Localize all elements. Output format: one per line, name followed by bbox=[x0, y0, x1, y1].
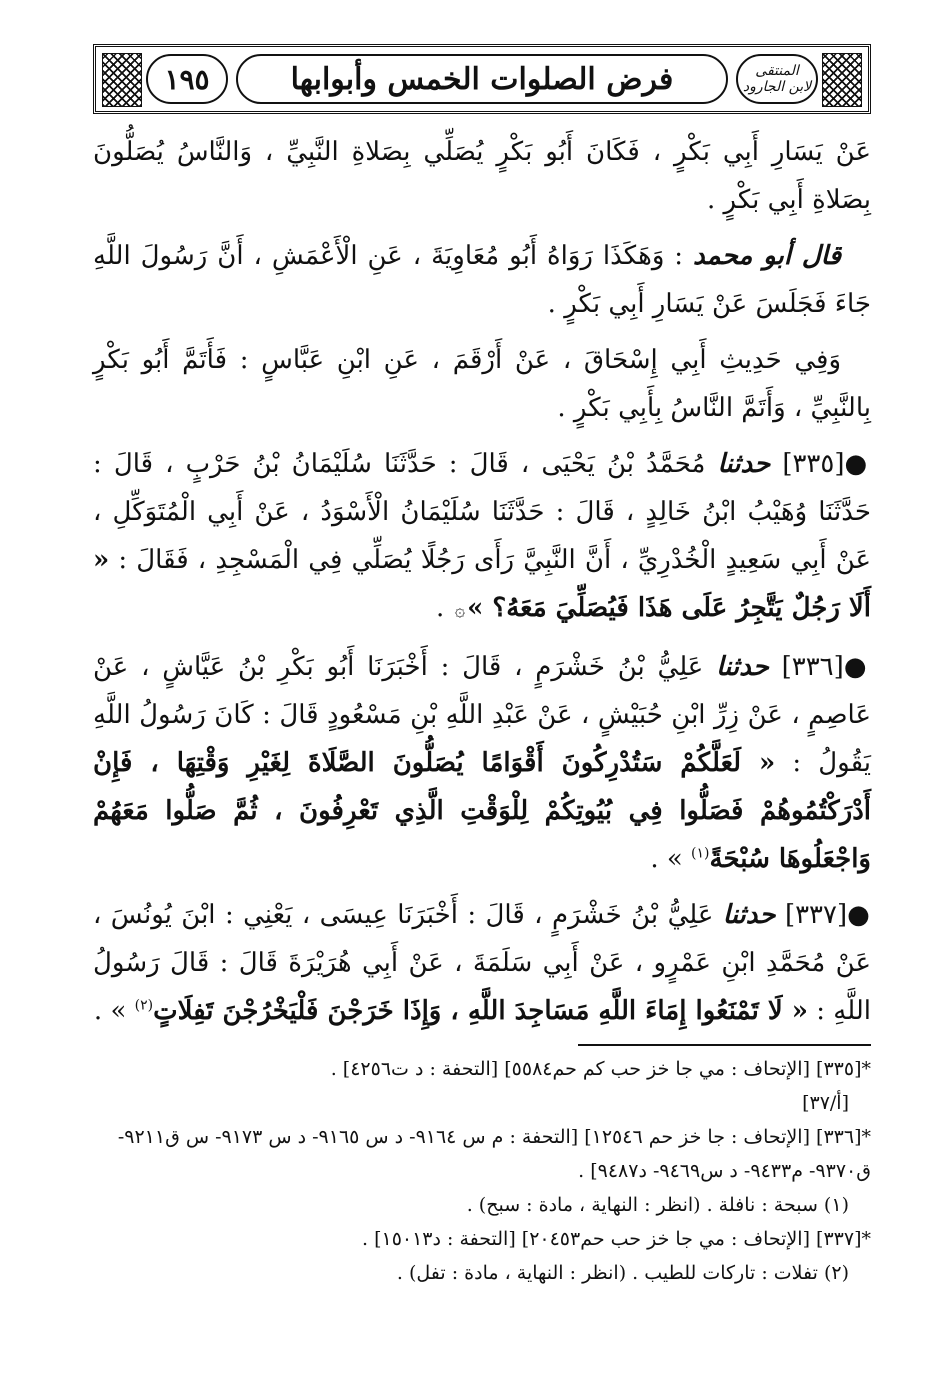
hadith-337-lead: حدثنا bbox=[722, 900, 776, 930]
paragraph-1: عَنْ يَسَارِ أَبِي بَكْرٍ ، فَكَانَ أَبُو بَكْرٍ يُصَلِّي بِصَلاةِ النَّبِيِّ ، وَالنَّاسُ يُصَلُّونَ بِصَلاةِ أَبِي بَكْرٍ . bbox=[93, 137, 871, 215]
hadith-336-lead: حدثنا bbox=[716, 652, 769, 682]
badge-line-2: لابن الجارود bbox=[742, 79, 812, 95]
footnote-ref-2[interactable]: (٢) bbox=[134, 997, 154, 1014]
footnote-335-refs: *[٣٣٥] [الإتحاف : مي جا خز حب كم حم٥٥٨٤] [التحفة : د ت٤٢٥٦] . bbox=[330, 1058, 871, 1080]
footnote-ref-1[interactable]: (١) bbox=[691, 845, 710, 862]
ornament-left-icon bbox=[102, 53, 142, 107]
badge-line-1: المنتقى bbox=[755, 63, 799, 79]
footnotes bbox=[93, 1052, 871, 1290]
paragraph-2 bbox=[93, 232, 871, 328]
hadith-336-number: [٣٣٦] bbox=[781, 652, 844, 682]
bullet-dot-icon: ● bbox=[843, 652, 871, 682]
footnote-1: (١) سبحة : نافلة . (انظر : النهاية ، مادة : سبح) . bbox=[466, 1194, 849, 1216]
bullet-dot-icon: ● bbox=[844, 449, 872, 479]
footnote-337-refs: *[٣٣٧] [الإتحاف : مي جا خز حب حم٢٠٤٥٣] [التحفة : د١٥٠١٣] . bbox=[361, 1228, 871, 1250]
paragraph-3: وَفِي حَدِيثِ أَبِي إِسْحَاقَ ، عَنْ أَرْقَمَ ، عَنِ ابْنِ عَبَّاسٍ : فَأَتَمَّ أَبُو بَكْرٍ بِالنَّبِيِّ ، وَأَتَمَّ النَّاسُ بِأَبِي بَكْرٍ . bbox=[93, 345, 871, 423]
hadith-337 bbox=[93, 891, 871, 1035]
main-text bbox=[93, 128, 871, 1035]
chapter-title: فرض الصلوات الخمس وأبوابها bbox=[236, 54, 728, 104]
hadith-335-number: [٣٣٥] bbox=[782, 449, 845, 479]
hadith-336-close: » . bbox=[650, 844, 683, 874]
hadith-336 bbox=[93, 643, 871, 883]
hadith-336-quote: « لَعَلَّكُمْ سَتُدْرِكُونَ أَقْوَامًا يُصَلُّونَ الصَّلَاةَ لِغَيْرِ وَقْتِهَا ، فَإِنْ أَدْرَكْتُمُوهُمْ فَصَلُّوا فِي بُيُوتِكُمْ لِلْوَقْتِ الَّذِي تَعْرِفُونَ ، ثُمَّ صَلُّوا مَعَهُمْ وَاجْعَلُوهَا سُبْحَةً bbox=[93, 748, 871, 874]
footnote-336-refs: *[٣٣٦] [الإتحاف : جا خز حم ١٢٥٤٦] [التحفة : م س ٩١٦٤- د س ٩١٦٥- د س ٩١٧٣- س ق٩٢١١- ق٩٣٧٠- م٩٤٣٣- د س٩٤٦٩- د٩٤٨٧] . bbox=[117, 1126, 871, 1182]
hadith-337-text: عَلِيُّ بْنُ خَشْرَمٍ ، قَالَ : أَخْبَرَنَا عِيسَى ، يَعْنِي : ابْنَ يُونُسَ ، عَنْ مُحَمَّدِ ابْنِ عَمْرٍو ، عَنْ أَبِي سَلَمَةَ ، عَنْ أَبِي هُرَيْرَةَ قَالَ : قَالَ رَسُولُ اللَّهِ : bbox=[93, 900, 871, 1026]
paragraph-2-text: : وَهَكَذَا رَوَاهُ أَبُو مُعَاوِيَةَ ، عَنِ الْأَعْمَشِ ، أَنَّ رَسُولَ اللَّهِ جَاءَ فَجَلَسَ عَنْ يَسَارِ أَبِي بَكْرٍ . bbox=[93, 241, 871, 319]
hadith-337-number: [٣٣٧] bbox=[784, 900, 848, 930]
book-badge bbox=[736, 54, 818, 104]
hadith-335-lead: حدثنا bbox=[717, 449, 771, 479]
page-header bbox=[93, 44, 871, 114]
hadith-337-close: » . bbox=[93, 996, 127, 1026]
hadith-337-quote: « لَا تَمْنَعُوا إِمَاءَ اللَّهِ مَسَاجِدَ اللَّهِ ، وَإِذَا خَرَجْنَ فَلْيَخْرُجْنَ تَفِلَاتٍ bbox=[153, 996, 809, 1026]
footnote-2: (٢) تفلات : تاركات للطيب . (انظر : النهاية ، مادة : تفل) . bbox=[396, 1262, 849, 1284]
footnote-divider bbox=[578, 1044, 871, 1046]
hadith-335: ●[٣٣٥] حدثنا مُحَمَّدُ بْنُ يَحْيَى ، قَالَ : حَدَّثَنَا سُلَيْمَانُ بْنُ حَرْبٍ ، قَالَ : حَدَّثَنَا وُهَيْبُ ابْنُ خَالِدٍ ، قَالَ : حَدَّثَنَا سُلَيْمَانُ الْأَسْوَدُ ، عَنْ أَبِي الْمُتَوَكِّلِ ، عَنْ أَبِي سَعِيدٍ الْخُدْرِيِّ ، أَنَّ النَّبِيَّ رَأَى رَجُلًا يُصَلِّي فِي الْمَسْجِدِ ، فَقَالَ : « أَلَا رَجُلٌ يَتَّجِرُ عَلَى هَذَا فَيُصَلِّيَ مَعَهُ؟ »۞ . bbox=[93, 449, 872, 623]
manuscript-folio: [أ/٣٧] bbox=[802, 1092, 849, 1114]
paragraph-2-lead: قال أبو محمد bbox=[693, 241, 842, 271]
manuscript-mark-icon: ۞ bbox=[454, 600, 466, 621]
ornament-right-icon bbox=[822, 53, 862, 107]
bullet-dot-icon: ● bbox=[847, 900, 871, 930]
page-number: ١٩٥ bbox=[146, 54, 228, 104]
hadith-336-text: عَلِيُّ بْنُ خَشْرَمٍ ، قَالَ : أَخْبَرَنَا أَبُو بَكْرِ بْنُ عَيَّاشٍ ، عَنْ عَاصِمٍ ، عَنْ زِرِّ ابْنِ حُبَيْشٍ ، عَنْ عَبْدِ اللَّهِ بْنِ مَسْعُودٍ قَالَ : كَانَ رَسُولُ اللَّهِ يَقُولُ : bbox=[93, 652, 871, 778]
hadith-335-quote: « أَلَا رَجُلٌ يَتَّجِرُ عَلَى هَذَا فَيُصَلِّيَ مَعَهُ؟ » bbox=[93, 545, 871, 623]
hadith-335-text: مُحَمَّدُ بْنُ يَحْيَى ، قَالَ : حَدَّثَنَا سُلَيْمَانُ بْنُ حَرْبٍ ، قَالَ : حَدَّثَنَا وُهَيْبُ ابْنُ خَالِدٍ ، قَالَ : حَدَّثَنَا سُلَيْمَانُ الْأَسْوَدُ ، عَنْ أَبِي الْمُتَوَكِّلِ ، عَنْ أَبِي سَعِيدٍ الْخُدْرِيِّ ، أَنَّ النَّبِيَّ رَأَى رَجُلًا يُصَلِّي فِي الْمَسْجِدِ ، فَقَالَ : bbox=[93, 449, 871, 575]
